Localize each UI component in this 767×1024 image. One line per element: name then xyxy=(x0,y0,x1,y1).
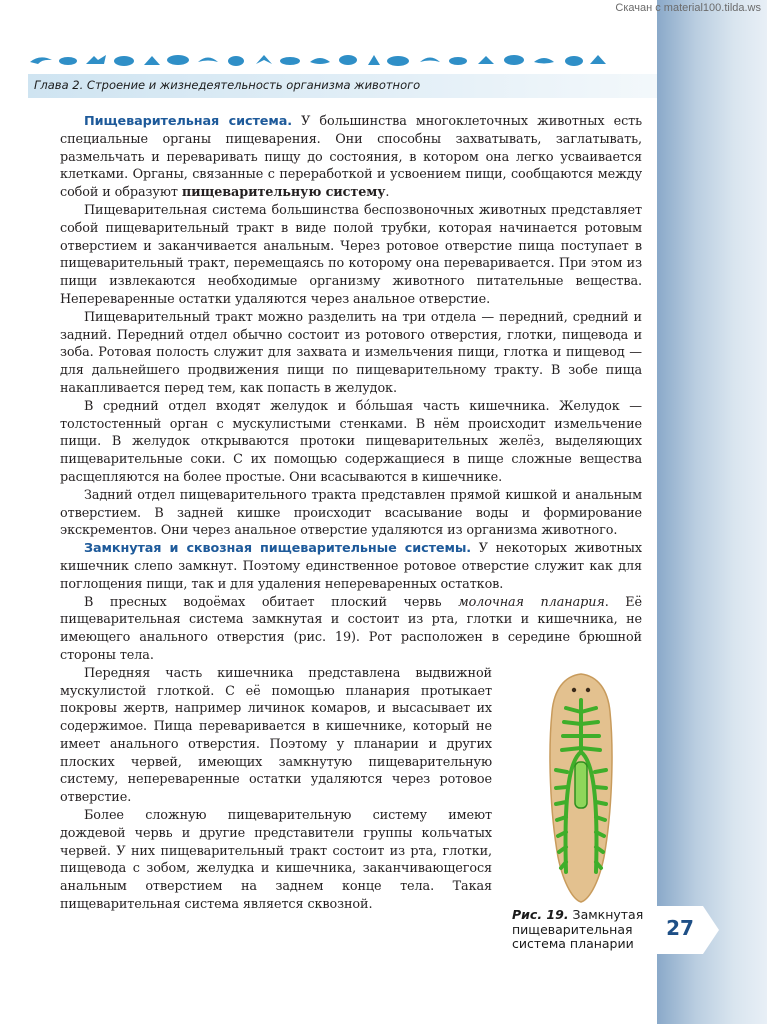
planaria-eye-left xyxy=(572,688,576,692)
section-heading-digestive-system: Пищеварительная система. xyxy=(84,114,292,129)
paragraph-8: Передняя часть кишечника представлена выдвижной мускулистой глоткой. С её помощью планария протыкает покровы жертв, например личинок комаров, и высасывает их содержимое. Пища переваривается в кишечнике, который не имеет анального отверстия. Поэтому у планарии и других плоских червей, имеющих замкнутую пищеварительную систему, непереваренные остатки удаляются через ротовое отверстие. xyxy=(60,665,492,806)
page-number: 27 xyxy=(666,916,694,940)
paragraph-5: Задний отдел пищеварительного тракта представлен прямой кишкой и анальным отверстием. В задней кишке происходит всасывание воды и формирование экскрементов. Они через анальное отверстие удаляются из организма животного. xyxy=(60,487,642,539)
page-number-tab xyxy=(657,906,719,954)
paragraph-2: Пищеварительная система большинства беспозвоночных животных представляет собой пищеварительный тракт в виде полой трубки, которая начинается ротовым отверстием и заканчивается анальным. Через ротовое отверстие пища поступает в пищеварительный тракт, перемещаясь по которому она переваривается. При этом из пищи извлекаются необходимые организму животного питательные вещества. Непереваренные остатки удаляются через анальное отверстие. xyxy=(60,202,642,307)
paragraph-1: Пищеварительная система. У большинства многоклеточных животных есть специальные органы пищеварения. Они способны захватывать, заглатывать, размельчать и переваривать пищу до состояния, в котором она легко усваивается клетками. Органы, связанные с переработкой и усвоением пищи, сообщаются между собой и образуют пищеварительную систему. xyxy=(60,114,642,201)
chapter-title: Глава 2. Строение и жизнедеятельность организма животного xyxy=(34,78,421,92)
animal-silhouette-strip xyxy=(28,50,608,70)
paragraph-7: В пресных водоёмах обитает плоский червь молочная планария. Её пищеварительная система замкнутая и состоит из рта, глотки и кишечника, не имеющего анального отверстия (рис. 19). Рот расположен в середине брюшной стороны тела. xyxy=(60,594,643,663)
watermark: Скачан с material100.tilda.ws xyxy=(615,2,761,14)
section-heading-closed-through-systems: Замкнутая и сквозная пищеварительные системы. xyxy=(84,541,472,557)
planaria-figure xyxy=(538,672,624,904)
paragraph-9: Более сложную пищеварительную систему имеют дождевой червь и другие представители группы кольчатых червей. У них пищеварительный тракт состоит из рта, глотки, пищевода с зобом, желудка и кишечника, заканчивающегося анальным отверстием на заднем конце тела. Такая пищеварительная система является сквозной. xyxy=(60,808,492,913)
term-milk-planaria: молочная планария xyxy=(458,594,605,610)
figure-label: Рис. 19. xyxy=(512,907,569,922)
planaria-pharynx xyxy=(575,762,587,808)
side-band xyxy=(657,0,767,1024)
chapter-header-bar xyxy=(28,74,657,98)
paragraph-4: В средний отдел входят желудок и бóльшая часть кишечника. Желудок — толстостенный орган с мускулистыми стенками. В нём происходит измельчение пищи. В желудок открываются протоки пищеварительных желёз, выделяющих пищеварительные соки. С их помощью содержащиеся в пище сложные вещества расщепляются на более простые. Они всасываются в кишечнике. xyxy=(60,398,642,485)
planaria-eye-right xyxy=(586,688,590,692)
term-digestive-system: пищеварительную систему xyxy=(181,185,386,201)
paragraph-3: Пищеварительный тракт можно разделить на три отдела — передний, средний и задний. Передний отдел обычно состоит из ротового отверстия, глотки, пищевода и зоба. Ротовая полость служит для захвата и измельчения пищи, глотка и пищевод — для дальнейшего продвижения пищи по пищеварительному тракту. В зобе пища накапливается перед тем, как попасть в желудок. xyxy=(60,309,642,396)
figure-caption: Рис. 19. Замкнутая пищеварительная система планарии xyxy=(512,907,644,951)
paragraph-6: Замкнутая и сквозная пищеварительные системы. У некоторых животных кишечник слепо замкнут. Поэтому единственное ротовое отверстие служит как для поглощения пищи, так и для удаления непереваренных остатков. xyxy=(60,541,642,592)
